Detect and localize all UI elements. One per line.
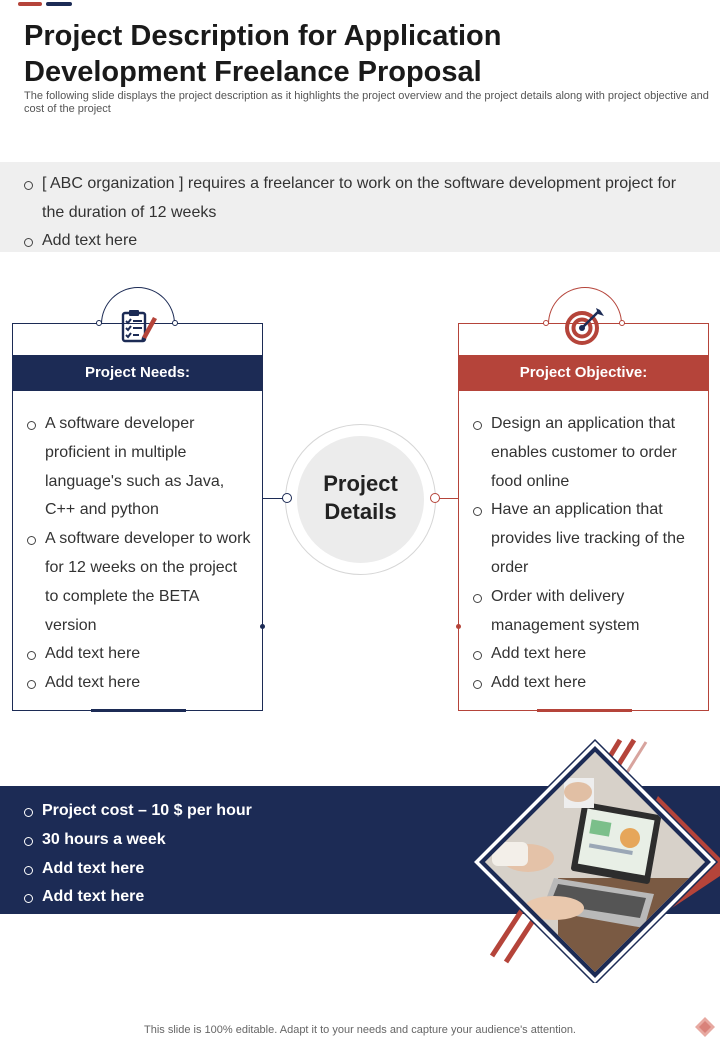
project-objective-panel (458, 323, 709, 711)
cost-list (24, 797, 252, 912)
target-icon (562, 303, 608, 349)
top-accent (18, 0, 76, 6)
panel-edge-dot (456, 624, 461, 629)
arc-dot (96, 320, 102, 326)
needs-item: A software developer to work for 12 weeks on the project to complete the BETA version (27, 525, 253, 640)
project-objective-header: Project Objective: (459, 355, 708, 391)
cost-item: 30 hours a week (24, 826, 252, 855)
needs-item: A software developer proficient in multiple language's such as Java, C++ and python (27, 410, 253, 525)
objective-item: Have an application that provides live tracking of the order (473, 496, 699, 582)
project-details-title: Project Details (323, 471, 398, 524)
project-needs-list (27, 410, 253, 698)
overview-item: Add text here (24, 227, 690, 256)
overview-item: [ ABC organization ] requires a freelancer to work on the software development project for the duration of 12 weeks (24, 170, 690, 227)
corner-diamond-icon (694, 1016, 716, 1038)
cost-item: Add text here (24, 855, 252, 884)
page-title: Project Description for Application Development Freelance Proposal (24, 20, 502, 88)
connector-dot-left (282, 493, 292, 503)
arc-dot (619, 320, 625, 326)
objective-bottom-bar (537, 709, 632, 712)
accent-bar-red (18, 2, 42, 6)
overview-band (0, 162, 720, 252)
arc-dot (543, 320, 549, 326)
accent-bar-navy (46, 2, 72, 6)
needs-item: Add text here (27, 669, 253, 698)
cost-item: Project cost – 10 $ per hour (24, 797, 252, 826)
laptop-photo (458, 738, 720, 983)
needs-item: Add text here (27, 640, 253, 669)
project-objective-list (473, 410, 699, 698)
checklist-icon (115, 303, 161, 349)
project-needs-panel (12, 323, 263, 711)
objective-item: Design an application that enables customer to order food online (473, 410, 699, 496)
page-subtitle: The following slide displays the project description as it highlights the project overview and the project details along with project objective and cost of the project (24, 90, 709, 115)
project-needs-header: Project Needs: (13, 355, 262, 391)
objective-item: Order with delivery management system (473, 583, 699, 641)
objective-item: Add text here (473, 669, 699, 698)
cost-item: Add text here (24, 883, 252, 912)
footer-note: This slide is 100% editable. Adapt it to your needs and capture your audience's attention. (144, 1024, 576, 1036)
needs-bottom-bar (91, 709, 186, 712)
connector-dot-right (430, 493, 440, 503)
overview-list (24, 170, 690, 256)
arc-dot (172, 320, 178, 326)
objective-item: Add text here (473, 640, 699, 669)
panel-edge-dot (260, 624, 265, 629)
